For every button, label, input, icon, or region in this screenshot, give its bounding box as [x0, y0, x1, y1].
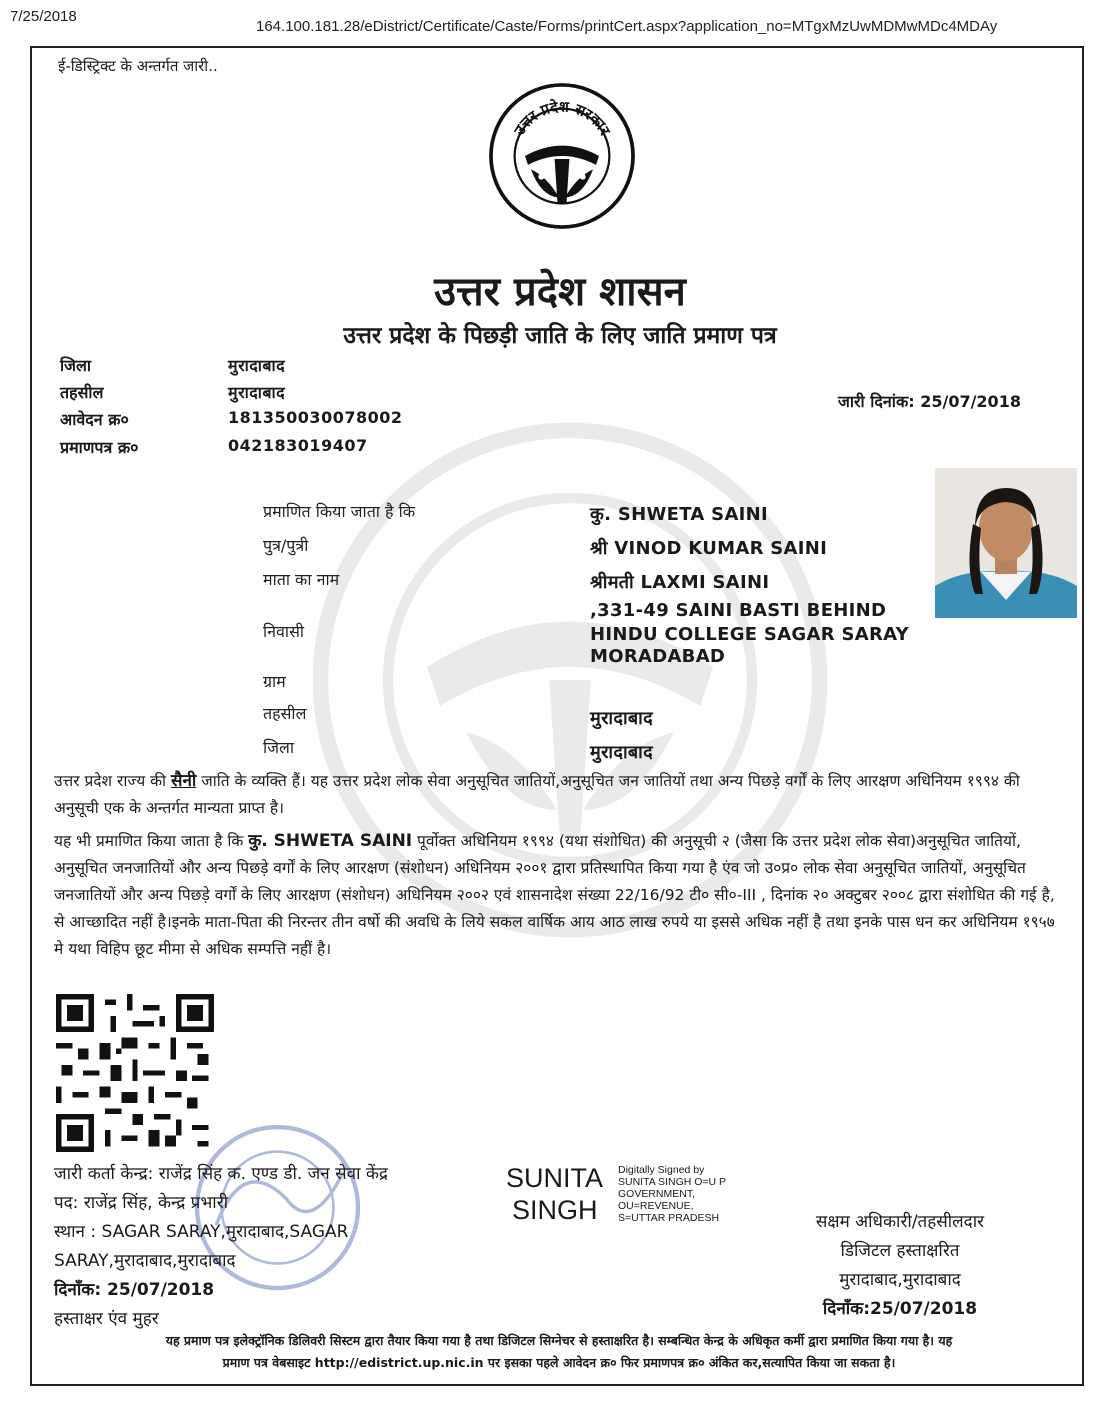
up-government-emblem-icon [488, 82, 636, 230]
dsig-detail-3: GOVERNMENT, [618, 1188, 696, 1200]
digital-signature-details [618, 1164, 726, 1224]
mother-name: श्रीमती LAXMI SAINI [590, 572, 770, 593]
officer-date: दिनाँक:25/07/2018 [822, 1299, 978, 1319]
paragraph1-end: जाति के व्यक्ति हैं। यह उत्तर प्रदेश लोक सेवा अनुसूचित जातियों,अनुसूचित जन जातियों तथा अन्य पिछड़े वर्गों के लिए आरक्षण अधिनियम १९९४ की अनुसूची एक के अन्तर्गत मान्यता प्राप्त है। [54, 772, 1020, 817]
footer-line-2: प्रमाण पत्र वेबसाइट http://edistrict.up.nic.in पर इसका पहले आवेदन क्र० फिर प्रमाणपत्र क्र० अंकित कर,सत्यापित किया जा सकता है। [222, 1355, 896, 1370]
parent-label: पुत्र/पुत्री [263, 536, 309, 555]
footer-line-1: यह प्रमाण पत्र इलेक्ट्रॉनिक डिलिवरी सिस्टम द्वारा तैयार किया गया है तथा डिजिटल सिग्नेचर से हस्ताक्षरित है। सम्बन्धित केन्द्र के अधिकृत कर्मी द्वारा प्रमाणित किया गया है। यह [165, 1333, 953, 1348]
dsig-detail-5: S=UTTAR PRADESH [618, 1212, 720, 1224]
officer-signed: डिजिटल हस्ताक्षरित [840, 1241, 960, 1261]
paragraph2-start: यह भी प्रमाणित किया जाता है कि [54, 832, 249, 850]
mother-label: माता का नाम [263, 570, 340, 589]
issued-under-note: ई-डिस्ट्रिक्ट के अन्तर्गत जारी.. [58, 57, 218, 75]
info-certificate-label: प्रमाणपत्र क्र० [60, 438, 139, 457]
resident-label: निवासी [263, 622, 305, 641]
caste-name: सैनी [170, 771, 197, 791]
address-line-3: MORADABAD [590, 646, 726, 667]
address-line-2: HINDU COLLEGE SAGAR SARAY [590, 624, 909, 645]
issuer-centre: जारी कर्ता केन्द्र: राजेंद्र सिंह क. एण्ड डी. जन सेवा केंद्र [54, 1164, 388, 1184]
address-line-1: ,331-49 SAINI BASTI BEHIND [590, 600, 887, 621]
dsig-detail-4: OU=REVENUE, [618, 1200, 694, 1212]
info-district-label: जिला [60, 356, 92, 375]
info-application-label: आवेदन क्र० [60, 410, 129, 429]
print-url: 164.100.181.28/eDistrict/Certificate/Caste/Forms/printCert.aspx?application_no=MTgxMzUwMDMwMDc4MDAy [256, 18, 998, 35]
issue-date-value: 25/07/2018 [920, 392, 1021, 411]
applicant-photo [935, 468, 1077, 618]
issuer-sign-label: हस्ताक्षर एंव मुहर [54, 1309, 159, 1329]
signer-name-line-2: SINGH [512, 1195, 598, 1225]
father-name: श्री VINOD KUMAR SAINI [590, 538, 828, 559]
dsig-detail-2: SUNITA SINGH O=U P [618, 1176, 727, 1188]
officer-block [750, 1208, 1050, 1324]
tehsil-value: मुरादाबाद [590, 708, 654, 729]
info-tehsil-label: तहसील [60, 383, 104, 402]
info-tehsil-value: मुरादाबाद [228, 383, 286, 402]
emblem-text: उत्तर प्रदेश सरकार [510, 98, 614, 139]
certified-label: प्रमाणित किया जाता है कि [263, 502, 416, 521]
tehsil-label: तहसील [263, 704, 307, 723]
signer-name-line-1: SUNITA [506, 1163, 604, 1193]
digital-signature [506, 1162, 603, 1226]
certificate-title: उत्तर प्रदेश शासन [434, 269, 686, 315]
paragraph2-applicant-name: कु. SHWETA SAINI [248, 831, 413, 851]
issue-date [838, 390, 1021, 412]
dsig-detail-1: Digitally Signed by [618, 1164, 705, 1176]
issue-date-label: जारी दिनांक: [838, 392, 915, 411]
district-value: मुरादाबाद [590, 742, 654, 763]
issuer-place-line-2: SARAY,मुरादाबाद,मुरादाबाद [54, 1251, 236, 1271]
applicant-name: कु. SHWETA SAINI [590, 504, 769, 525]
paragraph1-start: उत्तर प्रदेश राज्य की [54, 772, 171, 790]
certificate-footer [44, 1330, 1074, 1374]
district-label: जिला [263, 738, 295, 757]
applicant-photo-icon [935, 468, 1077, 618]
village-label: ग्राम [263, 672, 286, 691]
officer-title: सक्षम अधिकारी/तहसीलदार [815, 1212, 985, 1232]
issuer-post: पद: राजेंद्र सिंह, केन्द्र प्रभारी [54, 1193, 229, 1213]
info-application-value: 181350030078002 [228, 408, 403, 427]
info-certificate-value: 042183019407 [228, 436, 368, 455]
paragraph2-end: पूर्वोक्त अधिनियम १९९४ (यथा संशोधित) की अनुसूची २ (जैसा कि उत्तर प्रदेश लोक सेवा)अनुसूचित जातियों, अनुसूचित जनजातियों और अन्य पिछड़े वर्गों के लिए आरक्षण (संशोधन) अधिनियम २००१ द्वारा प्रतिस्थापित किया गया है एंव जो उ०प्र० लोक सेवा अनुसूचित जातियों, अनुसूचित जनजातियों और अन्य पिछड़े वर्गों के लिए आरक्षण (संशोधन) अधिनियम २००२ एवं शासनादेश संख्या 22/16/92 टी० सी०-III , दिनांक २० अक्टुबर २००८ द्वारा संशोधित की गई है, से आच्छादित नहीं है।इनके माता-पिता की निरन्तर तीन वर्षो की अवधि के लिये सकल वार्षिक आय आठ लाख रुपये या इससे अधिक नहीं है तथा इनके पास धन कर अधिनियम १९५७ मे यथा विहिप छूट मीमा से अधिक सम्पत्ति नहीं है। [54, 832, 1055, 958]
officer-location: मुरादाबाद,मुरादाबाद [839, 1270, 961, 1290]
paragraph-certification [54, 828, 1064, 963]
issuer-block [54, 1160, 484, 1334]
print-date: 7/25/2018 [10, 8, 77, 25]
issuer-place-line-1: स्थान : SAGAR SARAY,मुरादाबाद,SAGAR [54, 1222, 349, 1242]
info-district-value: मुरादाबाद [228, 356, 286, 375]
issuer-date: दिनाँक: 25/07/2018 [54, 1280, 215, 1300]
certificate-subtitle: उत्तर प्रदेश के पिछड़ी जाति के लिए जाति प्रमाण पत्र [343, 323, 777, 349]
paragraph-caste-recognition [54, 768, 1064, 822]
